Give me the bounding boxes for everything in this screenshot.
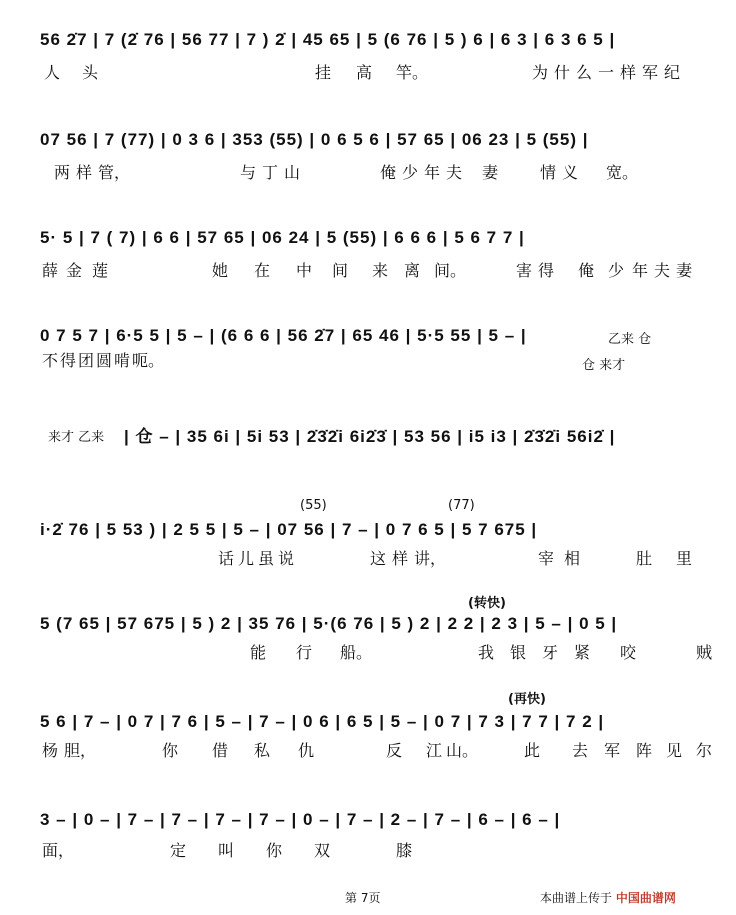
page-number: 第 7页 xyxy=(345,891,381,905)
source-credit xyxy=(540,889,676,906)
lyric-line: 能 行 船。 我 银 牙 紧 咬 贼 xyxy=(250,643,713,662)
percussion-label: 来才 乙来 xyxy=(48,430,105,445)
notation-line: 0 7 5 7 | 6·5 5 | 5 – | (6 6 6 | 56 2̇7 | 65 46 | 5·5 55 | 5 – | xyxy=(40,326,527,345)
notation-line: 07 56 | 7 (77) | 0 3 6 | 353 (55) | 0 6 5 6 | 57 65 | 06 23 | 5 (55) | xyxy=(40,130,589,149)
annotation: (55) xyxy=(300,498,327,513)
lyric-line: 薛 金 莲 她 在 中 间 来 离 间。 害 得 俺 少 年 夫 妻 xyxy=(42,261,693,280)
lyric-line: 话 儿 虽 说 这 样 讲， 宰 相 肚 里 xyxy=(218,549,693,568)
lyric-line: 不 得 团 圆 啃 呃。 xyxy=(42,351,165,370)
lyric-line: 杨 胆， 你 借 私 仇 反 江 山。 此 去 军 阵 见 尔 xyxy=(42,741,713,760)
percussion-label: 仓 来才 xyxy=(582,358,626,373)
site-logo[interactable]: 中国曲谱网 xyxy=(615,891,676,905)
upload-label: 本曲谱上传于 xyxy=(540,891,613,905)
notation-line: 5 (7 65 | 57 675 | 5 ) 2 | 35 76 | 5·(6 76 | 5 ) 2 | 2 2 | 2 3 | 5 – | 0 5 | xyxy=(40,614,618,633)
notation-line: | 仓 – | 35 6i | 5i 53 | 2̇3̇2̇i 6i2̇3̇ | 53 56 | i5 i3 | 2̇3̇2̇i 56i2̇ | xyxy=(124,427,616,446)
notation-line: 56 2̇7 | 7 (2̇ 76 | 56 77 | 7 ) 2̇ | 45 65 | 5 (6 76 | 5 ) 6 | 6 3 | 6 3 6 5 | xyxy=(40,30,616,49)
notation-line: 3 – | 0 – | 7 – | 7 – | 7 – | 7 – | 0 – | 7 – | 2 – | 7 – | 6 – | 6 – | xyxy=(40,810,561,829)
annotation: (转快) xyxy=(468,596,506,611)
annotation: (再快) xyxy=(508,692,546,707)
notation-line: i·2̇ 76 | 5 53 ) | 2 5 5 | 5 – | 07 56 | 7 – | 0 7 6 5 | 5 7 675 | xyxy=(40,520,538,539)
percussion-label: 乙来 仓 xyxy=(608,332,652,347)
notation-line: 5 6 | 7 – | 0 7 | 7 6 | 5 – | 7 – | 0 6 | 6 5 | 5 – | 0 7 | 7 3 | 7 7 | 7 2 | xyxy=(40,712,605,731)
annotation: (77) xyxy=(448,498,475,513)
lyric-line: 面， 定 叫 你 双 膝 xyxy=(42,841,413,860)
notation-line: 5· 5 | 7 ( 7) | 6 6 | 57 65 | 06 24 | 5 (55) | 6 6 6 | 5 6 7 7 | xyxy=(40,228,525,247)
lyric-line: 两 样 管， 与 丁 山 俺 少 年 夫 妻 情 义 宽。 xyxy=(54,163,639,182)
lyric-line: 人 头 挂 高 竿。 为 什 么 一 样 军 纪 xyxy=(44,63,681,82)
